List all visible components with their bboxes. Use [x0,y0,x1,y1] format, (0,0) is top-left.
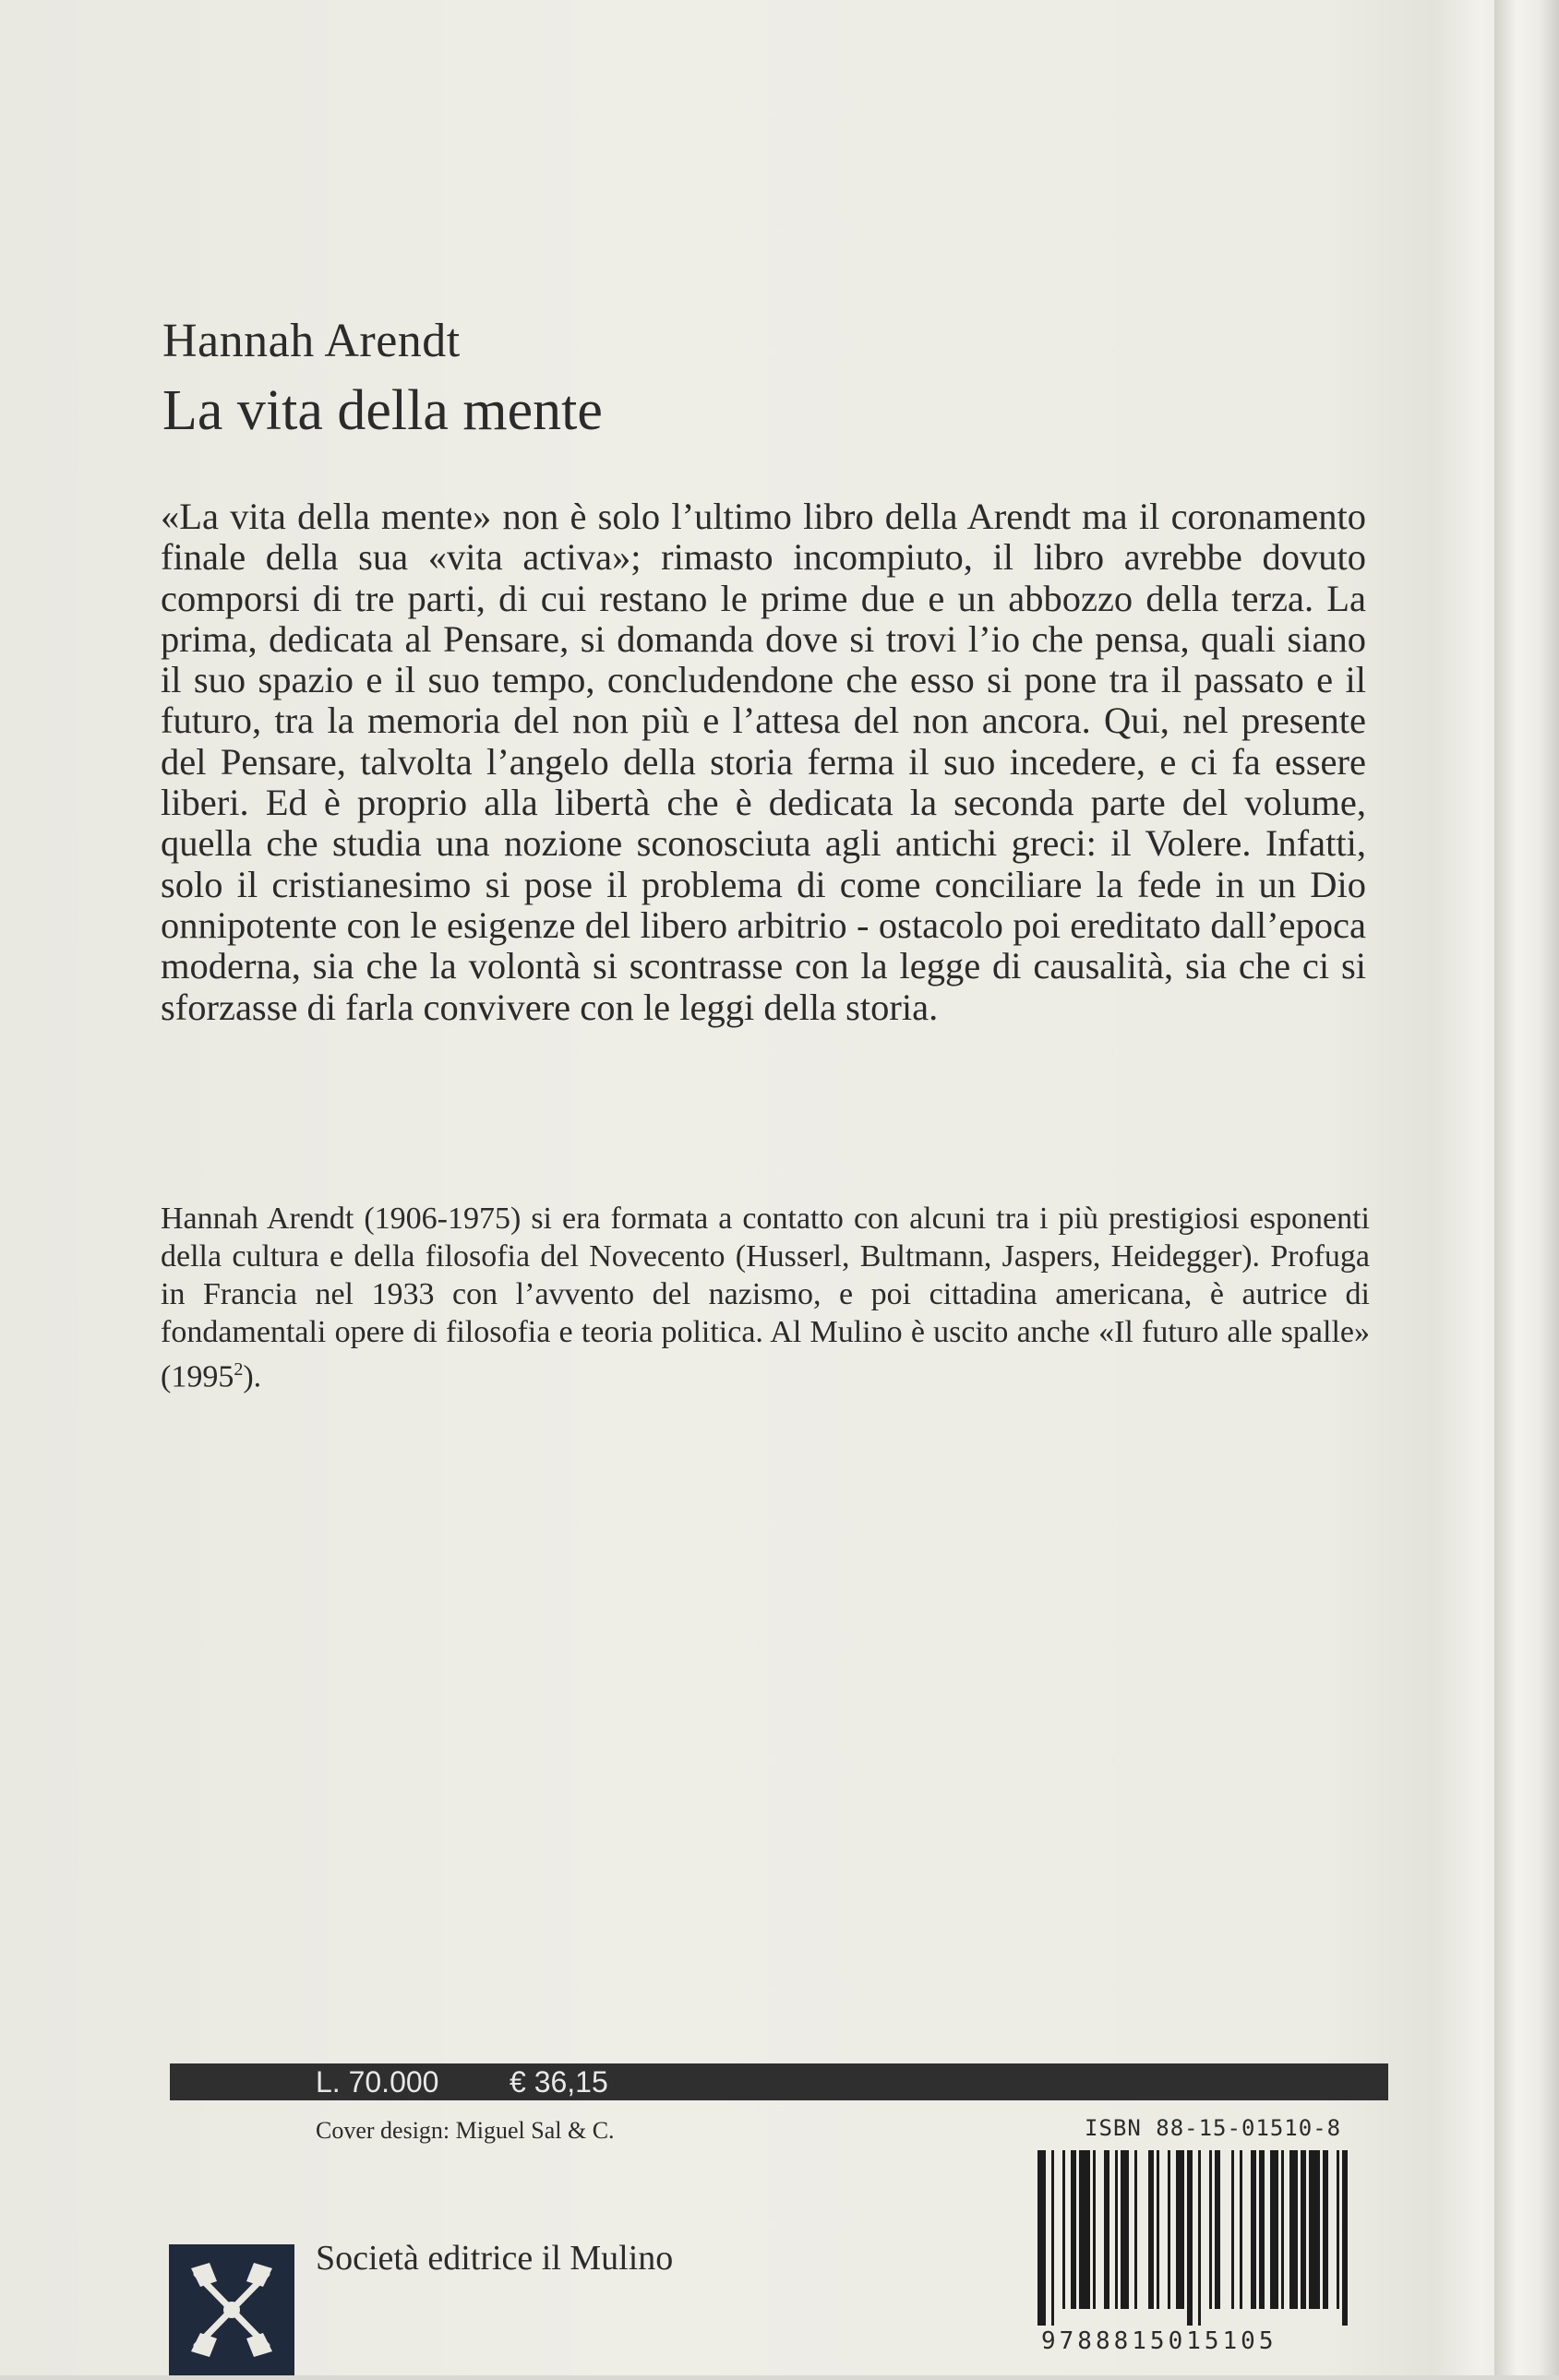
barcode-bar [1093,2150,1096,2309]
book-title: La vita della mente [162,379,603,442]
windmill-icon [169,2244,294,2375]
price-lire: L. 70.000 [316,2065,439,2099]
barcode-bar [1134,2150,1137,2309]
barcode-bar [1301,2150,1306,2309]
book-description: «La vita della mente» non è solo l’ultimo libro della Arendt ma il coronamento finale della sua «vita activa»; rimasto incompiuto, il libro avrebbe dovuto comporsi di tre parti, di cui restano le prime due e un abbozzo della terza. La prima, dedicata al Pensare, si domanda dove si trovi l’io che pensa, quali siano il suo spazio e il suo tempo, concludendone che esso si pone tra il passato e il futuro, tra la memoria del non più e l’attesa del non ancora. Qui, nel presente del Pensare, talvolta l’angelo della storia ferma il suo incedere, e ci fa essere liberi. Ed è proprio alla libertà che è dedicata la seconda parte del volume, quella che studia una nozione sconosciuta agli antichi greci: il Volere. Infatti, solo il cristianesimo si pose il problema di come conciliare la fede in un Dio onnipotente con le esigenze del libero arbitrio - ostacolo poi ereditato dall’epoca moderna, sia che la volontà si scontrasse con la legge di causalità, sia che ci si sforzasse di farla convivere con le leggi della storia. [161,496,1366,1028]
publisher-name: Società editrice il Mulino [316,2239,674,2278]
barcode-number: 9788815015105 [1041,2327,1277,2355]
barcode-bar [1209,2150,1212,2309]
cover-design-credit: Cover design: Miguel Sal & C. [316,2117,615,2144]
author-bio-tail: ). [243,1359,262,1394]
edition-superscript: 2 [234,1359,244,1380]
barcode-bar [1281,2150,1284,2309]
author-bio-text: Hannah Arendt (1906-1975) si era formata a contatto con alcuni tra i più prestigiosi esponenti della cultura e della filosofia del Novecento (Husserl, Bultmann, Jaspers, Heidegger). Profuga in Francia nel 1933 con l’avvento del nazismo, e poi cittadina americana, è autrice di fondamentali opere di filosofia e teoria politica. Al Mulino è uscito anche «Il futuro alle spalle» (1995 [161,1202,1370,1394]
barcode-bar [1323,2150,1328,2309]
barcode-bar [1071,2150,1076,2309]
barcode-bar [1259,2150,1265,2309]
barcode-bar [1051,2150,1054,2326]
barcode-bar [1337,2150,1339,2309]
barcode-bar [1289,2150,1298,2309]
barcode-bar [1157,2150,1159,2309]
barcode-bar [1309,2150,1320,2309]
barcode-bar [1240,2150,1242,2309]
author-name: Hannah Arendt [162,315,461,367]
barcode [1034,2150,1385,2326]
barcode-bar [1270,2150,1278,2309]
barcode-bar [1342,2150,1348,2326]
barcode-bar [1062,2150,1065,2309]
barcode-bar [1121,2150,1129,2309]
barcode-bar [1215,2150,1220,2309]
author-bio [161,1200,1370,1395]
barcode-bar [1168,2150,1170,2309]
book-spine-edge [1494,0,1559,2375]
barcode-bar [1079,2150,1090,2309]
barcode-bar [1251,2150,1256,2309]
barcode-bar [1115,2150,1118,2309]
isbn-label: ISBN 88-15-01510-8 [1085,2115,1342,2141]
barcode-bar [1148,2150,1154,2309]
price-bar [170,2063,1388,2100]
barcode-bar [1176,2150,1184,2309]
barcode-bar [1187,2150,1193,2326]
barcode-bar [1104,2150,1109,2309]
barcode-bar [1231,2150,1234,2309]
barcode-bar [1037,2150,1046,2326]
price-euro: € 36,15 [510,2065,608,2099]
barcode-bar [1198,2150,1201,2326]
